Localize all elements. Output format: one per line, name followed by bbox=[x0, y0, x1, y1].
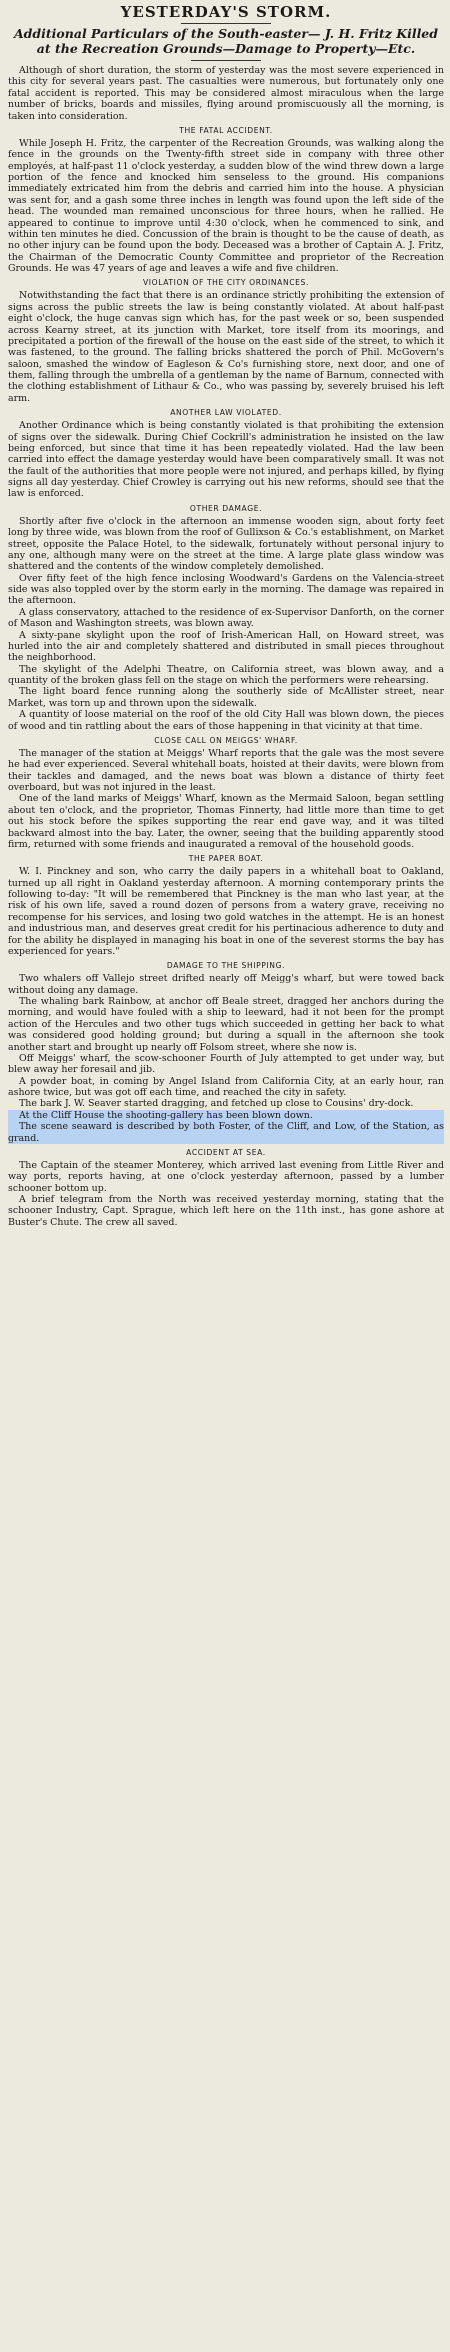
paragraph: Another Ordinance which is being constantly violated is that prohibiting the extension of signs over the sidewalk. During Chief Cockrill's administration he insisted on the law being enforced, but since that time it has been repeatedly violated. Had the law been carried into effect the damage yesterday would have been comparatively small. It was not the fault of the authorities that more people were not injured, and perhaps killed, by flying signs all day yesterday. Chief Crowley is carrying out his new reforms, should see that the law is enforced. bbox=[8, 420, 444, 500]
section-heading-shipping: DAMAGE TO THE SHIPPING. bbox=[166, 961, 286, 971]
paragraph: Off Meiggs' wharf, the scow-schooner Fourth of July attempted to get under way, but blew away her foresail and jib. bbox=[8, 1052, 444, 1076]
paragraph: The manager of the station at Meiggs' Wharf reports that the gale was the most severe he had ever experienced. Several whitehall boats, hoisted at their davits, were blown from their tackles and damaged, and the news boat was blown a distance of thirty feet overboard, but was not injured in the least. bbox=[8, 747, 444, 793]
paragraph: Over fifty feet of the high fence inclosing Woodward's Gardens on the Valencia-street side was also toppled over by the storm early in the morning. The damage was repaired in the afternoon. bbox=[8, 572, 444, 607]
deck-rule bbox=[191, 60, 261, 61]
paragraph: The bark J. W. Seaver started dragging, and fetched up close to Cousins' dry-dock. bbox=[19, 1098, 414, 1110]
paragraph: A sixty-pane skylight upon the roof of Irish-American Hall, on Howard street, was hurled into the air and completely shattered and distributed in small pieces throughout the neighborhood. bbox=[8, 629, 444, 664]
section-heading-meiggs-wharf: CLOSE CALL ON MEIGGS' WHARF. bbox=[154, 735, 298, 745]
article-headline: YESTERDAY'S STORM. bbox=[120, 3, 332, 21]
paragraph: A quantity of loose material on the roof of the old City Hall was blown down, the pieces of wood and tin rattling about the ears of those happening in that vicinity at that time. bbox=[8, 709, 444, 732]
paragraph: A glass conservatory, attached to the residence of ex-Supervisor Danforth, on the corner of Mason and Washington streets, was blown away. bbox=[8, 606, 444, 630]
paragraph: The skylight of the Adelphi Theatre, on California street, was blown away, and a quantity of the broken glass fell on the stage on which the performers were rehearsing. bbox=[8, 663, 444, 686]
paragraph: One of the land marks of Meiggs' Wharf, known as the Mermaid Saloon, began settling about ten o'clock, and the proprietor, Thomas Finnerty, had little more than time to get out his stock before the spikes supporting the rear end gave way, and it was tilted backward almost into the bay. Later, the owner, seeing that the building apparently stood firm, returned with some friends and inaugurated a removal of the household goods. bbox=[8, 793, 444, 850]
intro-paragraph: Although of short duration, the storm of yesterday was the most severe experienced in this city for several years past. The casualties were numerous, but fortunately only one fatal accident is reported. This may be considered almost miraculous when the large number of bricks, boards and missiles, flying around promiscuously all the morning, is taken into consideration. bbox=[8, 65, 444, 122]
paragraph: A powder boat, in coming by Angel Island from California City, at an early hour, ran ashore twice, but was got off each time, and reached the city in safety. bbox=[8, 1075, 444, 1098]
paragraph: The Captain of the steamer Monterey, which arrived last evening from Little River and way ports, reports having, at one o'clock yesterday afternoon, passed by a lumber schooner bottom up. bbox=[8, 1159, 444, 1194]
paragraph: W. I. Pinckney and son, who carry the daily papers in a whitehall boat to Oakland, turned up all right in Oakland yesterday afternoon. A morning contemporary prints the following to-day: "It will be remembered that Pinckney is the man who last year, at the risk of his own life, saved a round dozen of persons from a watery grave, receiving no recompense for his services, and losing two gold watches in the attempt. He is an honest and industrious man, and deserves great credit for his pertinacious adherence to duty and for the ability he displayed in managing his boat in one of the severest storms the bay has experienced for years." bbox=[8, 866, 444, 957]
section-heading-accident-at-sea: ACCIDENT AT SEA. bbox=[186, 1147, 266, 1157]
paragraph: While Joseph H. Fritz, the carpenter of the Recreation Grounds, was walking along the fence in the grounds on the Twenty-fifth street side in company with three other employés, at half-past 11 o'clock yesterday, a sudden blow of the wind threw down a large portion of the fence and knocked him senseless to the ground. His companions immediately extricated him from the debris and carried him into the house. A physician was sent for, and a gash some three inches in length was found upon the left side of the head. The wounded man remained unconscious for three hours, when he rallied. He appeared to continue to improve until 4:30 o'clock, when he commenced to sink, and within ten minutes he died. Concussion of the brain is thought to be the cause of death, as no other injury can be found upon the body. Deceased was a brother of Captain A. J. Fritz, the Chairman of the Democratic County Committee and proprietor of the Recreation Grounds. He was 47 years of age and leaves a wife and five children. bbox=[8, 137, 444, 274]
paragraph: Two whalers off Vallejo street drifted nearly off Meigg's wharf, but were towed back without doing any damage. bbox=[8, 973, 444, 996]
paragraph: Notwithstanding the fact that there is an ordinance strictly prohibiting the extension of signs across the public streets the law is being constantly violated. At about half-past eight o'clock, the huge canvas sign which has, for the past week or so, been suspended across Kearny street, at its junction with Market, tore itself from its moorings, and precipitated a portion of the firewall of the house on the east side of the street, to which it was fastened, to the ground. The falling bricks shattered the porch of Phil. McGovern's saloon, smashed the window of Eagleson & Co's furnishing store, next door, and one of them, falling through the umbrella of a gentleman by the name of Barnum, connected with the clothing establishment of Lithaur & Co., who was passing by, severely bruised his left arm. bbox=[8, 290, 444, 404]
paragraph: The whaling bark Rainbow, at anchor off Beale street, dragged her anchors during the morning, and would have fouled with a ship to leeward, had it not been for the prompt action of the Hercules and two other tugs which succeeded in getting her back to what was considered good holding ground; but during a squall in the afternoon she took another start and brought up nearly off Folsom street, where she now is. bbox=[8, 996, 444, 1053]
paragraph: The light board fence running along the southerly side of McAllister street, near Market, was torn up and thrown upon the sidewalk. bbox=[8, 686, 444, 709]
highlighted-paragraph: At the Cliff House the shooting-gallery has been blown down. bbox=[8, 1110, 444, 1121]
paragraph: A brief telegram from the North was received yesterday morning, stating that the schooner Industry, Capt. Sprague, which left here on the 11th inst., has gone ashore at Buster's Chute. The crew all saved. bbox=[8, 1194, 444, 1228]
article-deck: Additional Particulars of the South-easter— J. H. Fritz Killed at the Recreation Grounds—Damage to Property—Etc. bbox=[13, 26, 439, 56]
headline-rule bbox=[181, 23, 271, 24]
section-heading-paper-boat: THE PAPER BOAT. bbox=[188, 854, 264, 864]
section-heading-fatal-accident: THE FATAL ACCIDENT. bbox=[179, 125, 273, 135]
section-heading-other-damage: OTHER DAMAGE. bbox=[189, 503, 263, 513]
section-heading-another-law: ANOTHER LAW VIOLATED. bbox=[170, 408, 282, 418]
highlighted-paragraph: The scene seaward is described by both Foster, of the Cliff, and Low, of the Station, as grand. bbox=[8, 1121, 444, 1144]
paragraph: Shortly after five o'clock in the afternoon an immense wooden sign, about forty feet long by three wide, was blown from the roof of Gullixson & Co.'s establishment, on Market street, opposite the Palace Hotel, to the sidewalk, fortunately without personal injury to any one, although many were on the street at the time. A large plate glass window was shattered and the contents of the window completely demolished. bbox=[8, 515, 444, 573]
section-heading-violation: VIOLATION OF THE CITY ORDINANCES. bbox=[143, 278, 309, 288]
